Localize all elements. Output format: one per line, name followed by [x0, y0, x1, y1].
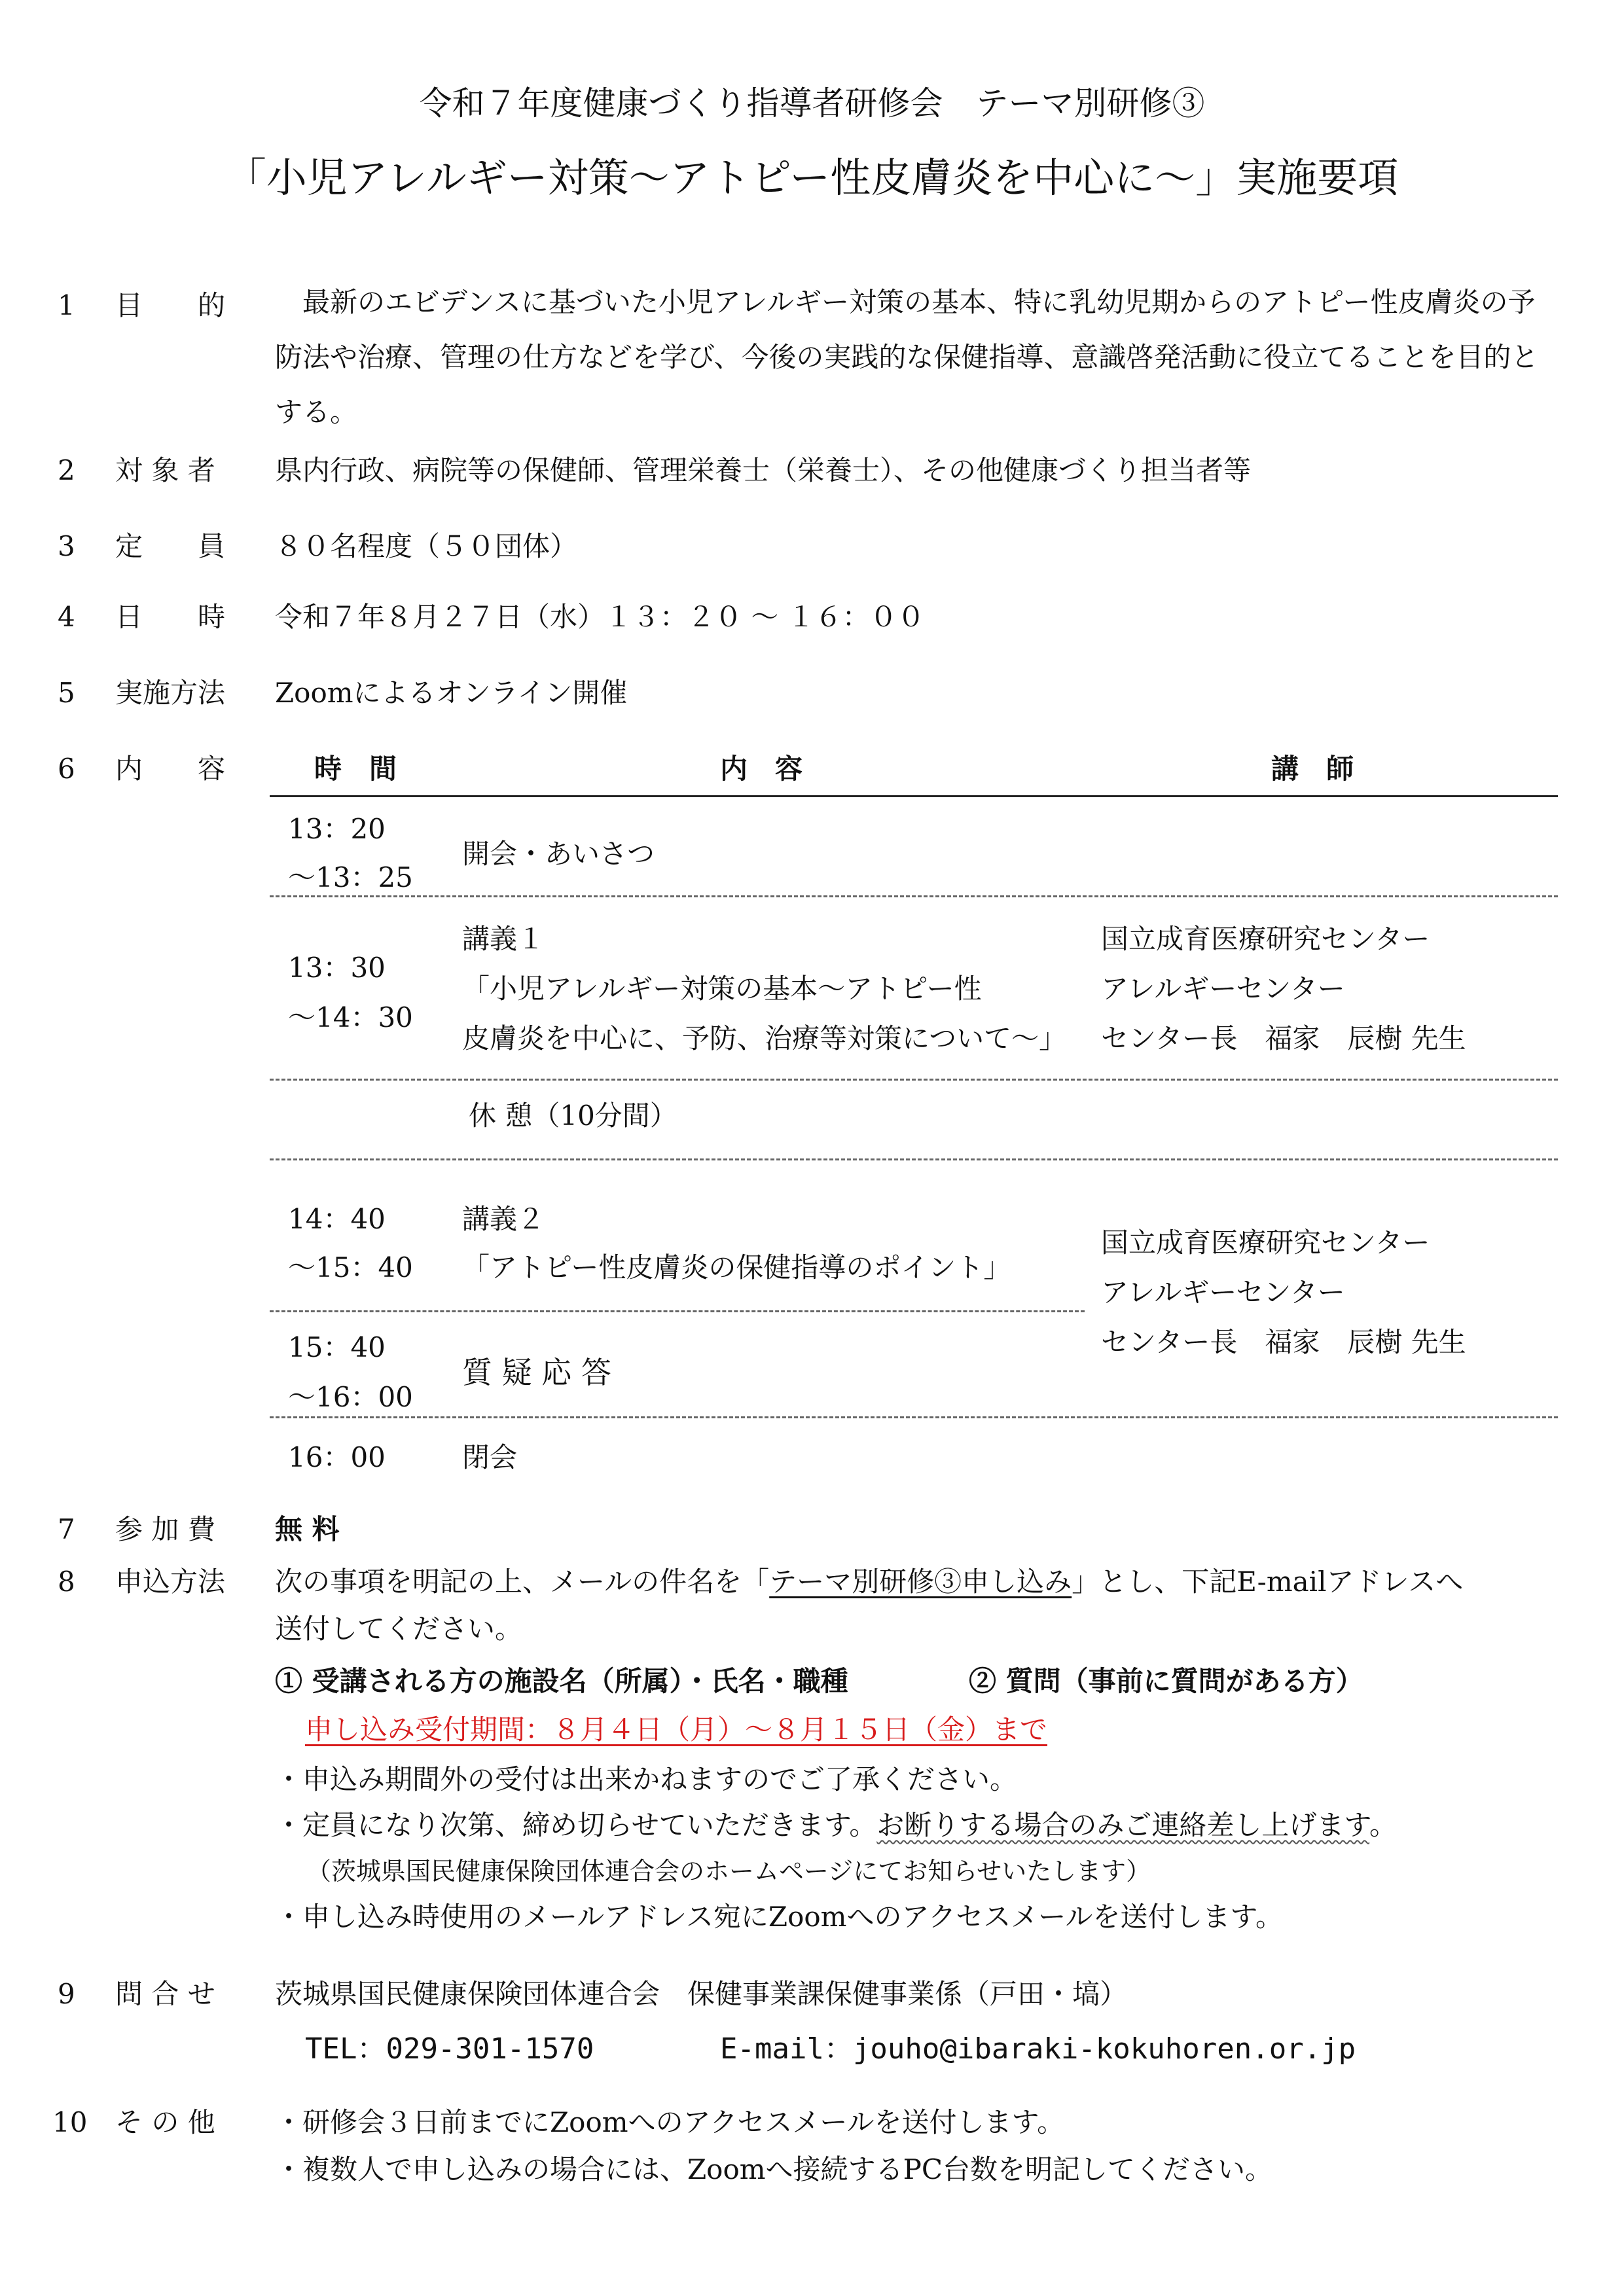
- row-lecturer-line: アレルギーセンター: [1101, 1276, 1345, 1308]
- contact-org: 茨城県国民健康保険団体連合会 保健事業課保健事業係（戸田・塙）: [275, 1978, 1128, 2010]
- row-content-title: 講義２: [462, 1203, 545, 1235]
- section-label-contact: 問 合 せ: [115, 1978, 215, 2010]
- row-lecturer-line: 国立成育医療研究センター: [1101, 923, 1430, 955]
- section-number: 6: [58, 753, 75, 785]
- contact-tel: TEL：029-301-1570: [305, 2032, 594, 2066]
- apply-note: （茨城県国民健康保険団体連合会のホームページにてお知らせいたします）: [306, 1857, 1151, 1886]
- table-row-divider: [270, 1158, 1558, 1160]
- section-number: 3: [58, 530, 75, 562]
- row-content: 質 疑 応 答: [462, 1355, 611, 1390]
- section-label-method: 実施方法: [115, 677, 226, 709]
- row-content-title: 講義１: [462, 923, 545, 955]
- document-subtitle: 令和７年度健康づくり指導者研修会 テーマ別研修③: [419, 84, 1205, 122]
- apply-note2-c: 。: [1369, 1809, 1398, 1841]
- capacity-text: ８０名程度（５０団体）: [275, 530, 578, 562]
- row-time-start: 16：00: [288, 1441, 386, 1473]
- apply-note: [275, 1801, 1397, 1850]
- contact-email[interactable]: E-mail：jouho@ibaraki-kokuhoren.or.jp: [720, 2032, 1356, 2066]
- section-number: 5: [58, 677, 75, 709]
- table-header-rule: [270, 795, 1558, 797]
- document-title: 「小児アレルギー対策～アトピー性皮膚炎を中心に～」実施要項: [225, 154, 1399, 202]
- row-time-end: ～15：40: [288, 1251, 413, 1283]
- table-row-divider: [270, 1416, 1558, 1418]
- other-note: ・研修会３日前までにZoomへのアクセスメールを送付します。: [275, 2106, 1065, 2138]
- row-time-start: 14：40: [288, 1203, 386, 1235]
- row-content-line: 皮膚炎を中心に、予防、治療等対策について～」: [462, 1022, 1067, 1054]
- section-label-datetime: 日 時: [115, 601, 226, 633]
- row-content-line: 「小児アレルギー対策の基本～アトピー性: [462, 973, 982, 1005]
- table-row-divider: [270, 1310, 1085, 1312]
- table-header-content: 内 容: [720, 753, 803, 785]
- row-lecturer-line: センター長 福家 辰樹 先生: [1101, 1326, 1466, 1358]
- apply-line1: [275, 1558, 1463, 1606]
- row-time-end: ～13：25: [288, 861, 413, 893]
- row-time-start: 13：20: [288, 813, 386, 845]
- apply-period: 申し込み受付期間：８月４日（月）～８月１５日（金）まで: [305, 1713, 1048, 1746]
- row-time-end: ～16：00: [288, 1381, 413, 1413]
- section-label-target: 対 象 者: [115, 454, 215, 486]
- section-label-capacity: 定 員: [115, 530, 226, 562]
- apply-item2: ② 質問（事前に質問がある方）: [969, 1665, 1363, 1697]
- table-row-divider: [270, 1079, 1558, 1081]
- target-text: 県内行政、病院等の保健師、管理栄養士（栄養士）、その他健康づくり担当者等: [275, 454, 1252, 486]
- apply-note2-b: お断りする場合のみご連絡差し上げます: [876, 1809, 1370, 1841]
- row-lecturer-line: 国立成育医療研究センター: [1101, 1227, 1430, 1259]
- row-content: 閉会: [462, 1441, 518, 1473]
- section-number: 2: [58, 454, 75, 486]
- section-label-purpose: 目 的: [115, 289, 226, 321]
- section-number: 10: [52, 2106, 88, 2138]
- row-time-start: 13：30: [288, 952, 386, 984]
- section-label-apply: 申込方法: [115, 1566, 226, 1598]
- datetime-text: 令和７年８月２７日（水）１３：２０ ～ １６：００: [275, 601, 925, 633]
- apply-note2-a: ・定員になり次第、締め切らせていただきます。: [275, 1809, 877, 1841]
- section-label-fee: 参 加 費: [115, 1513, 215, 1545]
- section-number: 4: [58, 601, 75, 633]
- row-content-break: 休 憩（10分間）: [469, 1100, 677, 1132]
- row-lecturer-line: アレルギーセンター: [1101, 973, 1345, 1005]
- apply-line2: 送付してください。: [275, 1613, 523, 1645]
- section-number: 9: [58, 1978, 75, 2010]
- section-number: 8: [58, 1566, 75, 1598]
- row-time-end: ～14：30: [288, 1001, 413, 1033]
- purpose-text: 最新のエビデンスに基づいた小児アレルギー対策の基本、特に乳幼児期からのアトピー性皮膚炎の予防法や治療、管理の仕方などを学び、今後の実践的な保健指導、意識啓発活動に役立てることを目的とする。: [275, 286, 1539, 428]
- apply-line1-a: 次の事項を明記の上、メールの件名を「: [275, 1566, 770, 1598]
- apply-note: ・申し込み時使用のメールアドレス宛にZoomへのアクセスメールを送付します。: [275, 1901, 1284, 1933]
- fee-text: 無 料: [275, 1513, 340, 1545]
- apply-item1: ① 受講される方の施設名（所属）・氏名・職種: [275, 1665, 848, 1697]
- section-label-other: そ の 他: [115, 2106, 215, 2138]
- other-note: ・複数人で申し込みの場合には、Zoomへ接続するPC台数を明記してください。: [275, 2153, 1272, 2185]
- apply-line1-c: 」とし、下記E-mailアドレスへ: [1072, 1566, 1464, 1598]
- section-number: 1: [58, 289, 75, 321]
- apply-subject: テーマ別研修③申し込み: [769, 1566, 1072, 1598]
- row-content: 開会・あいさつ: [462, 838, 655, 870]
- row-time-start: 15：40: [288, 1331, 386, 1363]
- section-label-content: 内 容: [115, 753, 226, 785]
- table-header-lecturer: 講 師: [1271, 753, 1354, 785]
- section-number: 7: [58, 1513, 75, 1545]
- apply-note: ・申込み期間外の受付は出来かねますのでご了承ください。: [275, 1763, 1018, 1795]
- method-text: Zoomによるオンライン開催: [275, 677, 628, 709]
- row-lecturer-line: センター長 福家 辰樹 先生: [1101, 1022, 1466, 1054]
- table-row-divider: [270, 895, 1558, 897]
- table-header-time: 時 間: [314, 753, 397, 785]
- row-content-line: 「アトピー性皮膚炎の保健指導のポイント」: [462, 1251, 1011, 1283]
